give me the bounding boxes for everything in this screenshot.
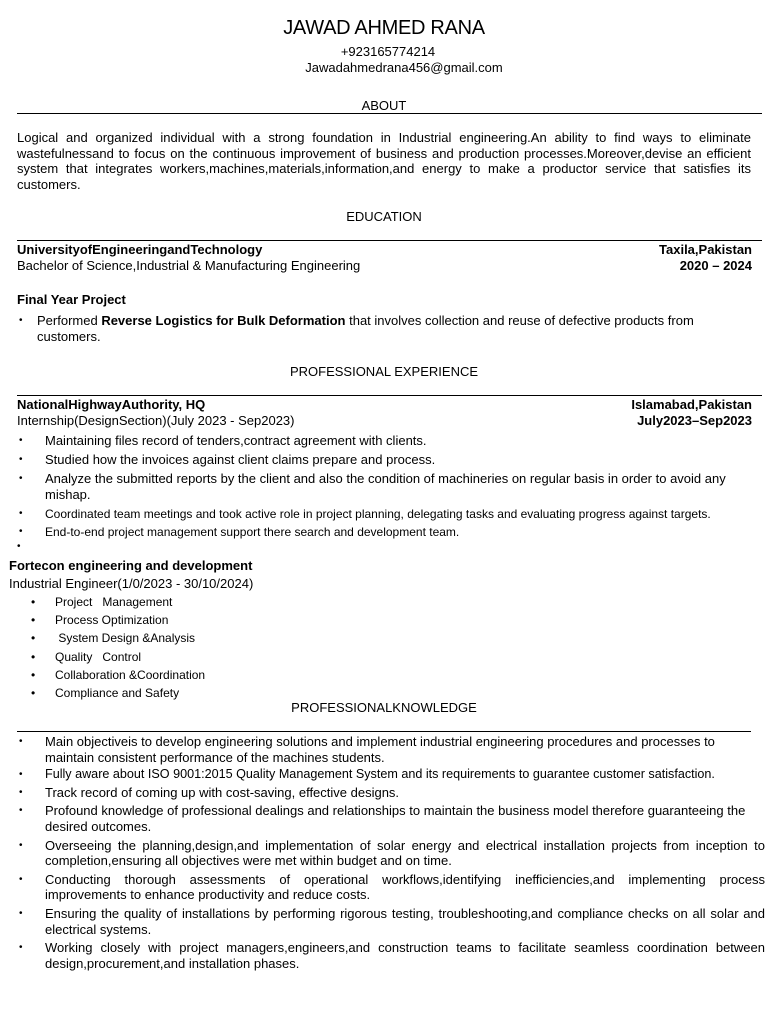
final-year-project-heading: Final Year Project [17,292,126,307]
education-heading: EDUCATION [346,209,422,224]
list-item: • Coordinated team meetings and took active role in project planning, delegating tasks and evaluating progress against targets. [17,505,767,523]
list-item: • Track record of coming up with cost-saving, effective designs. [17,785,765,801]
phone-number: +923165774214 [340,44,436,59]
about-divider [17,113,762,114]
job1-organization: NationalHighwayAuthority, HQ [17,397,206,412]
list-item: • End-to-end project management support there search and development team. [17,523,767,541]
list-item: • Conducting thorough assessments of operational workflows,identifying inefficiencies,and implementing process improvements to enhance productivity and reduce costs. [17,872,765,903]
list-item: • Studied how the invoices against client claims prepare and process. [17,452,755,468]
education-divider [17,240,762,241]
job1-location: Islamabad,Pakistan [631,397,752,412]
job1-dates: July2023–Sep2023 [637,413,752,428]
list-item: • Compliance and Safety [31,684,331,702]
education-degree-row [17,258,752,273]
job1-role-row [17,413,752,428]
experience-divider [17,395,762,396]
email-address: Jawadahmedrana456@gmail.com [305,60,503,75]
candidate-name: JAWAD AHMED RANA [283,17,485,39]
experience-heading: PROFESSIONAL EXPERIENCE [289,364,479,379]
list-item: • Maintaining files record of tenders,contract agreement with clients. [17,433,755,449]
list-item: • Main objectiveis to develop engineering solutions and implement industrial engineering procedures and processes to maintain consistent performance of the machines students. [17,734,765,765]
degree-years: 2020 – 2024 [679,258,752,273]
job1-role: Internship(DesignSection)(July 2023 - Sep2023) [17,413,295,428]
knowledge-bullets [17,734,765,971]
knowledge-heading: PROFESSIONALKNOWLEDGE [291,700,477,715]
empty-bullet: • [17,541,21,552]
list-item: • Performed Reverse Logistics for Bulk Deformation that involves collection and reuse of defective products from customers. [17,313,737,345]
list-item: • Ensuring the quality of installations by performing rigorous testing, troubleshooting,and compliance checks on all solar and electrical systems. [17,906,765,937]
list-item: • Profound knowledge of professional dealings and relationships to maintain the business model therefore guaranteeing the desired outcomes. [17,803,765,834]
list-item: • Fully aware about ISO 9001:2015 Quality Management System and its requirements to guarantee customer satisfaction. [17,767,765,783]
job1-bullets [17,433,755,503]
list-item: • Project Management [31,593,331,611]
knowledge-divider [17,731,751,732]
about-heading: ABOUT [361,98,407,113]
job1-org-row [17,397,752,412]
about-text: Logical and organized individual with a strong foundation in Industrial engineering.An ability to find ways to eliminate wastefulnessand to focus on the continuous improvement of business and production processes.Moreover,devise an efficient system that integrates workers,machines,materials,information,and energy to make a productor service that satisfies its customers. [17,130,751,192]
project-title: Reverse Logistics for Bulk Deformation [101,313,346,328]
degree-name: Bachelor of Science,Industrial & Manufacturing Engineering [17,258,361,273]
list-item: • System Design &Analysis [31,629,331,647]
job1-small-bullets [17,505,767,541]
school-location: Taxila,Pakistan [659,242,752,257]
list-item: • Quality Control [31,648,331,666]
list-item: • Analyze the submitted reports by the client and also the condition of machineries on regular basis in order to avoid any mishap. [17,471,755,503]
list-item: • Process Optimization [31,611,331,629]
job2-skills [31,593,331,702]
project-list [17,313,737,345]
job2-role: Industrial Engineer(1/0/2023 - 30/10/2024) [9,576,254,591]
school-name: UniversityofEngineeringandTechnology [17,242,263,257]
education-school-row [17,242,752,257]
list-item: • Overseeing the planning,design,and implementation of solar energy and electrical installation projects from inception to completion,ensuring all objectives were met within budget and on time. [17,838,765,869]
list-item: • Working closely with project managers,engineers,and construction teams to facilitate seamless coordination between design,procurement,and installation phases. [17,940,765,971]
list-item: • Collaboration &Coordination [31,666,331,684]
job2-organization: Fortecon engineering and development [9,558,253,573]
